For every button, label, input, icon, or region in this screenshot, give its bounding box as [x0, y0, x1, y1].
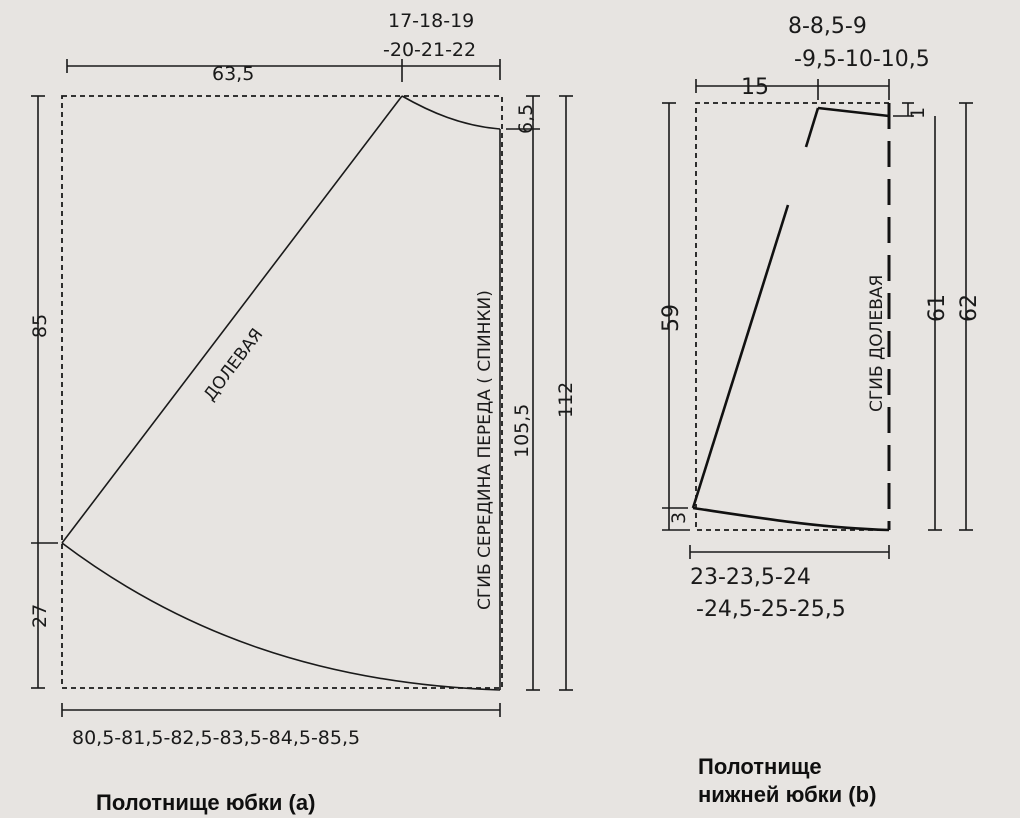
dim-b-bottom-line1: 23-23,5-24: [690, 565, 811, 590]
dim-right-small: 6,5: [515, 103, 537, 134]
dim-b-top-left: 15: [741, 75, 769, 100]
piece-b: [659, 14, 982, 622]
dim-top-width: 63,5: [212, 63, 255, 85]
piece-a-side-seam: [62, 96, 402, 543]
label-grain-diagonal: ДОЛЕВАЯ: [200, 324, 268, 406]
piece-b-side-top: [806, 108, 818, 147]
dim-left-upper: 85: [29, 313, 51, 338]
dim-right-full: 112: [555, 381, 577, 418]
dim-b-left: 59: [659, 304, 684, 332]
dim-b-right-1: 61: [925, 294, 950, 322]
piece-b-hem: [693, 508, 889, 530]
piece-b-side-seam: [693, 205, 788, 508]
dim-b-bottom-line2: -24,5-25-25,5: [696, 597, 846, 622]
piece-b-bounding-box: [696, 103, 889, 530]
dim-b-top-line1: 8-8,5-9: [788, 14, 867, 39]
label-b-fold: СГИБ ДОЛЕВАЯ: [867, 274, 887, 412]
caption-piece-b: [698, 753, 876, 809]
piece-a-hem-curve: [62, 543, 500, 690]
dim-top-right-line2: -20-21-22: [383, 39, 477, 61]
caption-piece-b-line1: Полотнище: [698, 754, 822, 779]
piece-a: [29, 10, 577, 749]
dim-b-left-small: 3: [668, 511, 690, 524]
caption-piece-b-line2: нижней юбки (b): [698, 782, 877, 807]
piece-b-waist: [818, 108, 889, 116]
dim-b-right-2: 62: [957, 294, 982, 322]
caption-piece-a: Полотнище юбки (a): [96, 790, 316, 815]
dim-b-right-small: 1: [907, 106, 929, 119]
dim-left-lower: 27: [29, 603, 51, 628]
label-center-fold: СГИБ СЕРЕДИНА ПЕРЕДА ( СПИНКИ): [475, 290, 495, 610]
dim-bottom: 80,5-81,5-82,5-83,5-84,5-85,5: [72, 727, 361, 749]
dim-top-right-line1: 17-18-19: [388, 10, 475, 32]
dim-b-top-line2: -9,5-10-10,5: [794, 47, 930, 72]
dim-right-mid: 105,5: [511, 403, 533, 458]
piece-a-waist-curve: [402, 96, 500, 129]
piece-a-bounding-box: [62, 96, 502, 688]
